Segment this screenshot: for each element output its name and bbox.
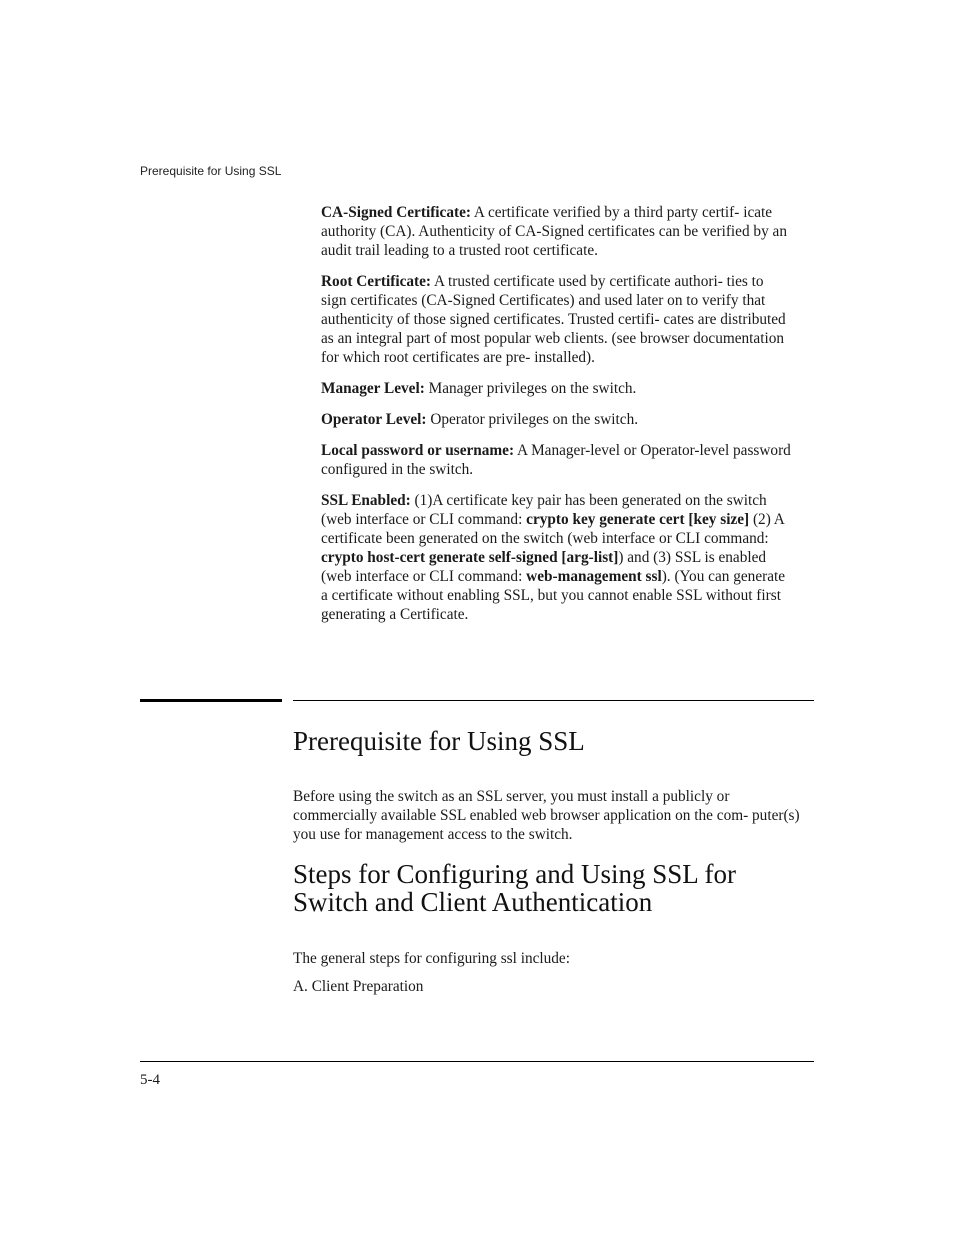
definition-operator-level [321,410,791,429]
section-rule-thick [140,699,282,702]
definition-text: ). (You can generate a certificate without enabling SSL, but you cannot enable SSL without first generating a Certificate. [321,568,786,623]
definition-text: A Manager-level or Operator-level password configured in the switch. [321,442,791,478]
definition-local-password [321,441,791,479]
definition-ssl-enabled [321,491,791,624]
definition-ca-signed-certificate [321,203,791,260]
definition-text: A trusted certificate used by certificate authori- ties to sign certificates (CA-Signed Certificates) and used later on to verify that authenticity of those signed certificates. Trusted certifi- cates are distributed as an integral part of most popular web clients. (see browser documentation for which root certificates are pre- installed). [321,273,786,366]
section-heading: Prerequisite for Using SSL [293,726,585,756]
definition-manager-level [321,379,791,398]
definitions-list [321,203,791,636]
definition-text: (2) A certificate been generated on the switch (web interface or CLI command: [321,511,784,547]
subsection-heading: Steps for Configuring and Using SSL for Switch and Client Authentication [293,859,736,917]
definition-text: A certificate verified by a third party certif- icate authority (CA). Authenticity of CA-Signed certificates can be verified by an audit trail leading to a trusted root certificate. [321,204,787,259]
definition-term: CA-Signed Certificate: [321,204,471,221]
cli-command: crypto host-cert generate self-signed [arg-list] [321,549,619,566]
definition-text: Manager privileges on the switch. [424,380,637,397]
footer-rule [140,1061,814,1062]
section-rule-thin [293,700,814,701]
definition-text: Operator privileges on the switch. [426,411,639,428]
definition-text: (1)A certificate key pair has been generated on the switch (web interface or CLI command: [321,492,767,528]
step-a: A. Client Preparation [293,978,424,995]
cli-command: web-management ssl [526,568,662,585]
definition-term: Root Certificate: [321,273,431,290]
definition-text: ) and (3) SSL is enabled (web interface or CLI command: [321,549,767,585]
section-body: Before using the switch as an SSL server, you must install a publicly or commercially available SSL enabled web browser application on the com- puter(s) you use for management access to the switch. [293,788,800,843]
definition-root-certificate [321,272,791,367]
running-header: Prerequisite for Using SSL [140,164,282,178]
definition-term: Operator Level: [321,411,427,428]
cli-command: crypto key generate cert [key size] [526,511,750,528]
subsection-intro: The general steps for configuring ssl include: [293,950,570,967]
page-number: 5-4 [140,1072,160,1088]
definition-term: Local password or username: [321,442,515,459]
definition-term: Manager Level: [321,380,425,397]
definition-term: SSL Enabled: [321,492,411,509]
